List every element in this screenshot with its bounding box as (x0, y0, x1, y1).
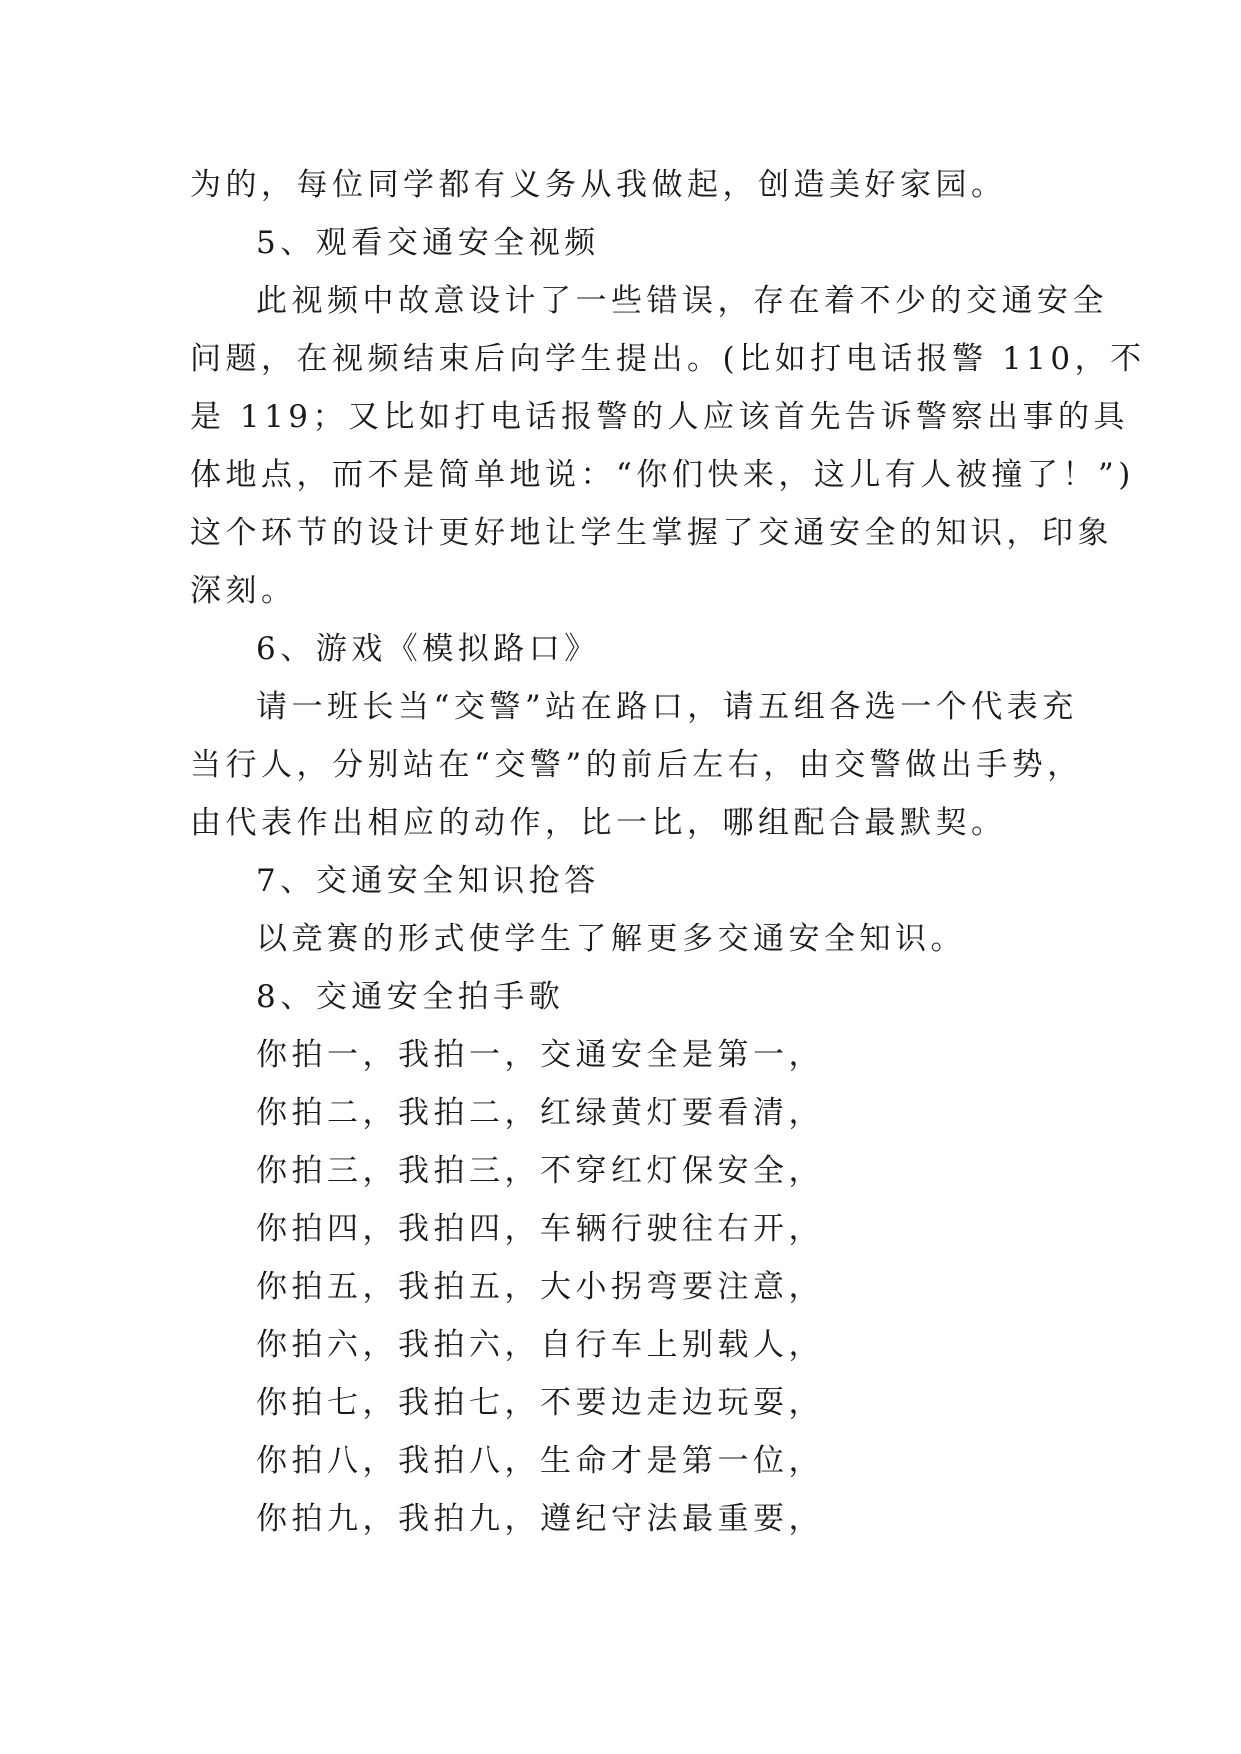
paragraph-line: 由代表作出相应的动作，比一比，哪组配合最默契。 (190, 805, 1007, 841)
paragraph-line: 问题，在视频结束后向学生提出。(比如打电话报警 110，不 (190, 341, 1146, 377)
paragraph-line: 这个环节的设计更好地让学生掌握了交通安全的知识，印象 (190, 515, 1113, 551)
paragraph-line: 以竞赛的形式使学生了解更多交通安全知识。 (256, 921, 966, 957)
song-line: 你拍二，我拍二，红绿黄灯要看清， (256, 1095, 824, 1131)
song-line: 你拍六，我拍六，自行车上别载人， (256, 1327, 824, 1363)
paragraph-line: 请一班长当“交警”站在路口，请五组各选一个代表充 (256, 689, 1078, 725)
song-line: 你拍七，我拍七，不要边走边玩耍， (256, 1385, 824, 1421)
paragraph-line: 当行人，分别站在“交警”的前后左右，由交警做出手势， (190, 747, 1083, 783)
paragraph-line: 此视频中故意设计了一些错误，存在着不少的交通安全 (256, 283, 1108, 319)
paragraph-line: 是 119；又比如打电话报警的人应该首先告诉警察出事的具 (190, 399, 1130, 435)
song-line: 你拍一，我拍一，交通安全是第一， (256, 1037, 824, 1073)
document-body (190, 156, 1146, 1548)
section-heading-5: 5、观看交通安全视频 (256, 225, 600, 261)
song-line: 你拍九，我拍九，遵纪守法最重要， (256, 1501, 824, 1537)
paragraph-line: 为的，每位同学都有义务从我做起，创造美好家园。 (190, 167, 1007, 203)
paragraph-line: 深刻。 (190, 573, 297, 609)
section-heading-8: 8、交通安全拍手歌 (256, 979, 565, 1015)
section-heading-7: 7、交通安全知识抢答 (256, 863, 600, 899)
song-line: 你拍三，我拍三，不穿红灯保安全， (256, 1153, 824, 1189)
section-heading-6: 6、游戏《模拟路口》 (256, 631, 600, 667)
song-line: 你拍八，我拍八，生命才是第一位， (256, 1443, 824, 1479)
paragraph-line: 体地点，而不是简单地说：“你们快来，这儿有人被撞了！”) (190, 457, 1135, 493)
song-line: 你拍四，我拍四，车辆行驶往右开， (256, 1211, 824, 1247)
song-line: 你拍五，我拍五，大小拐弯要注意， (256, 1269, 824, 1305)
